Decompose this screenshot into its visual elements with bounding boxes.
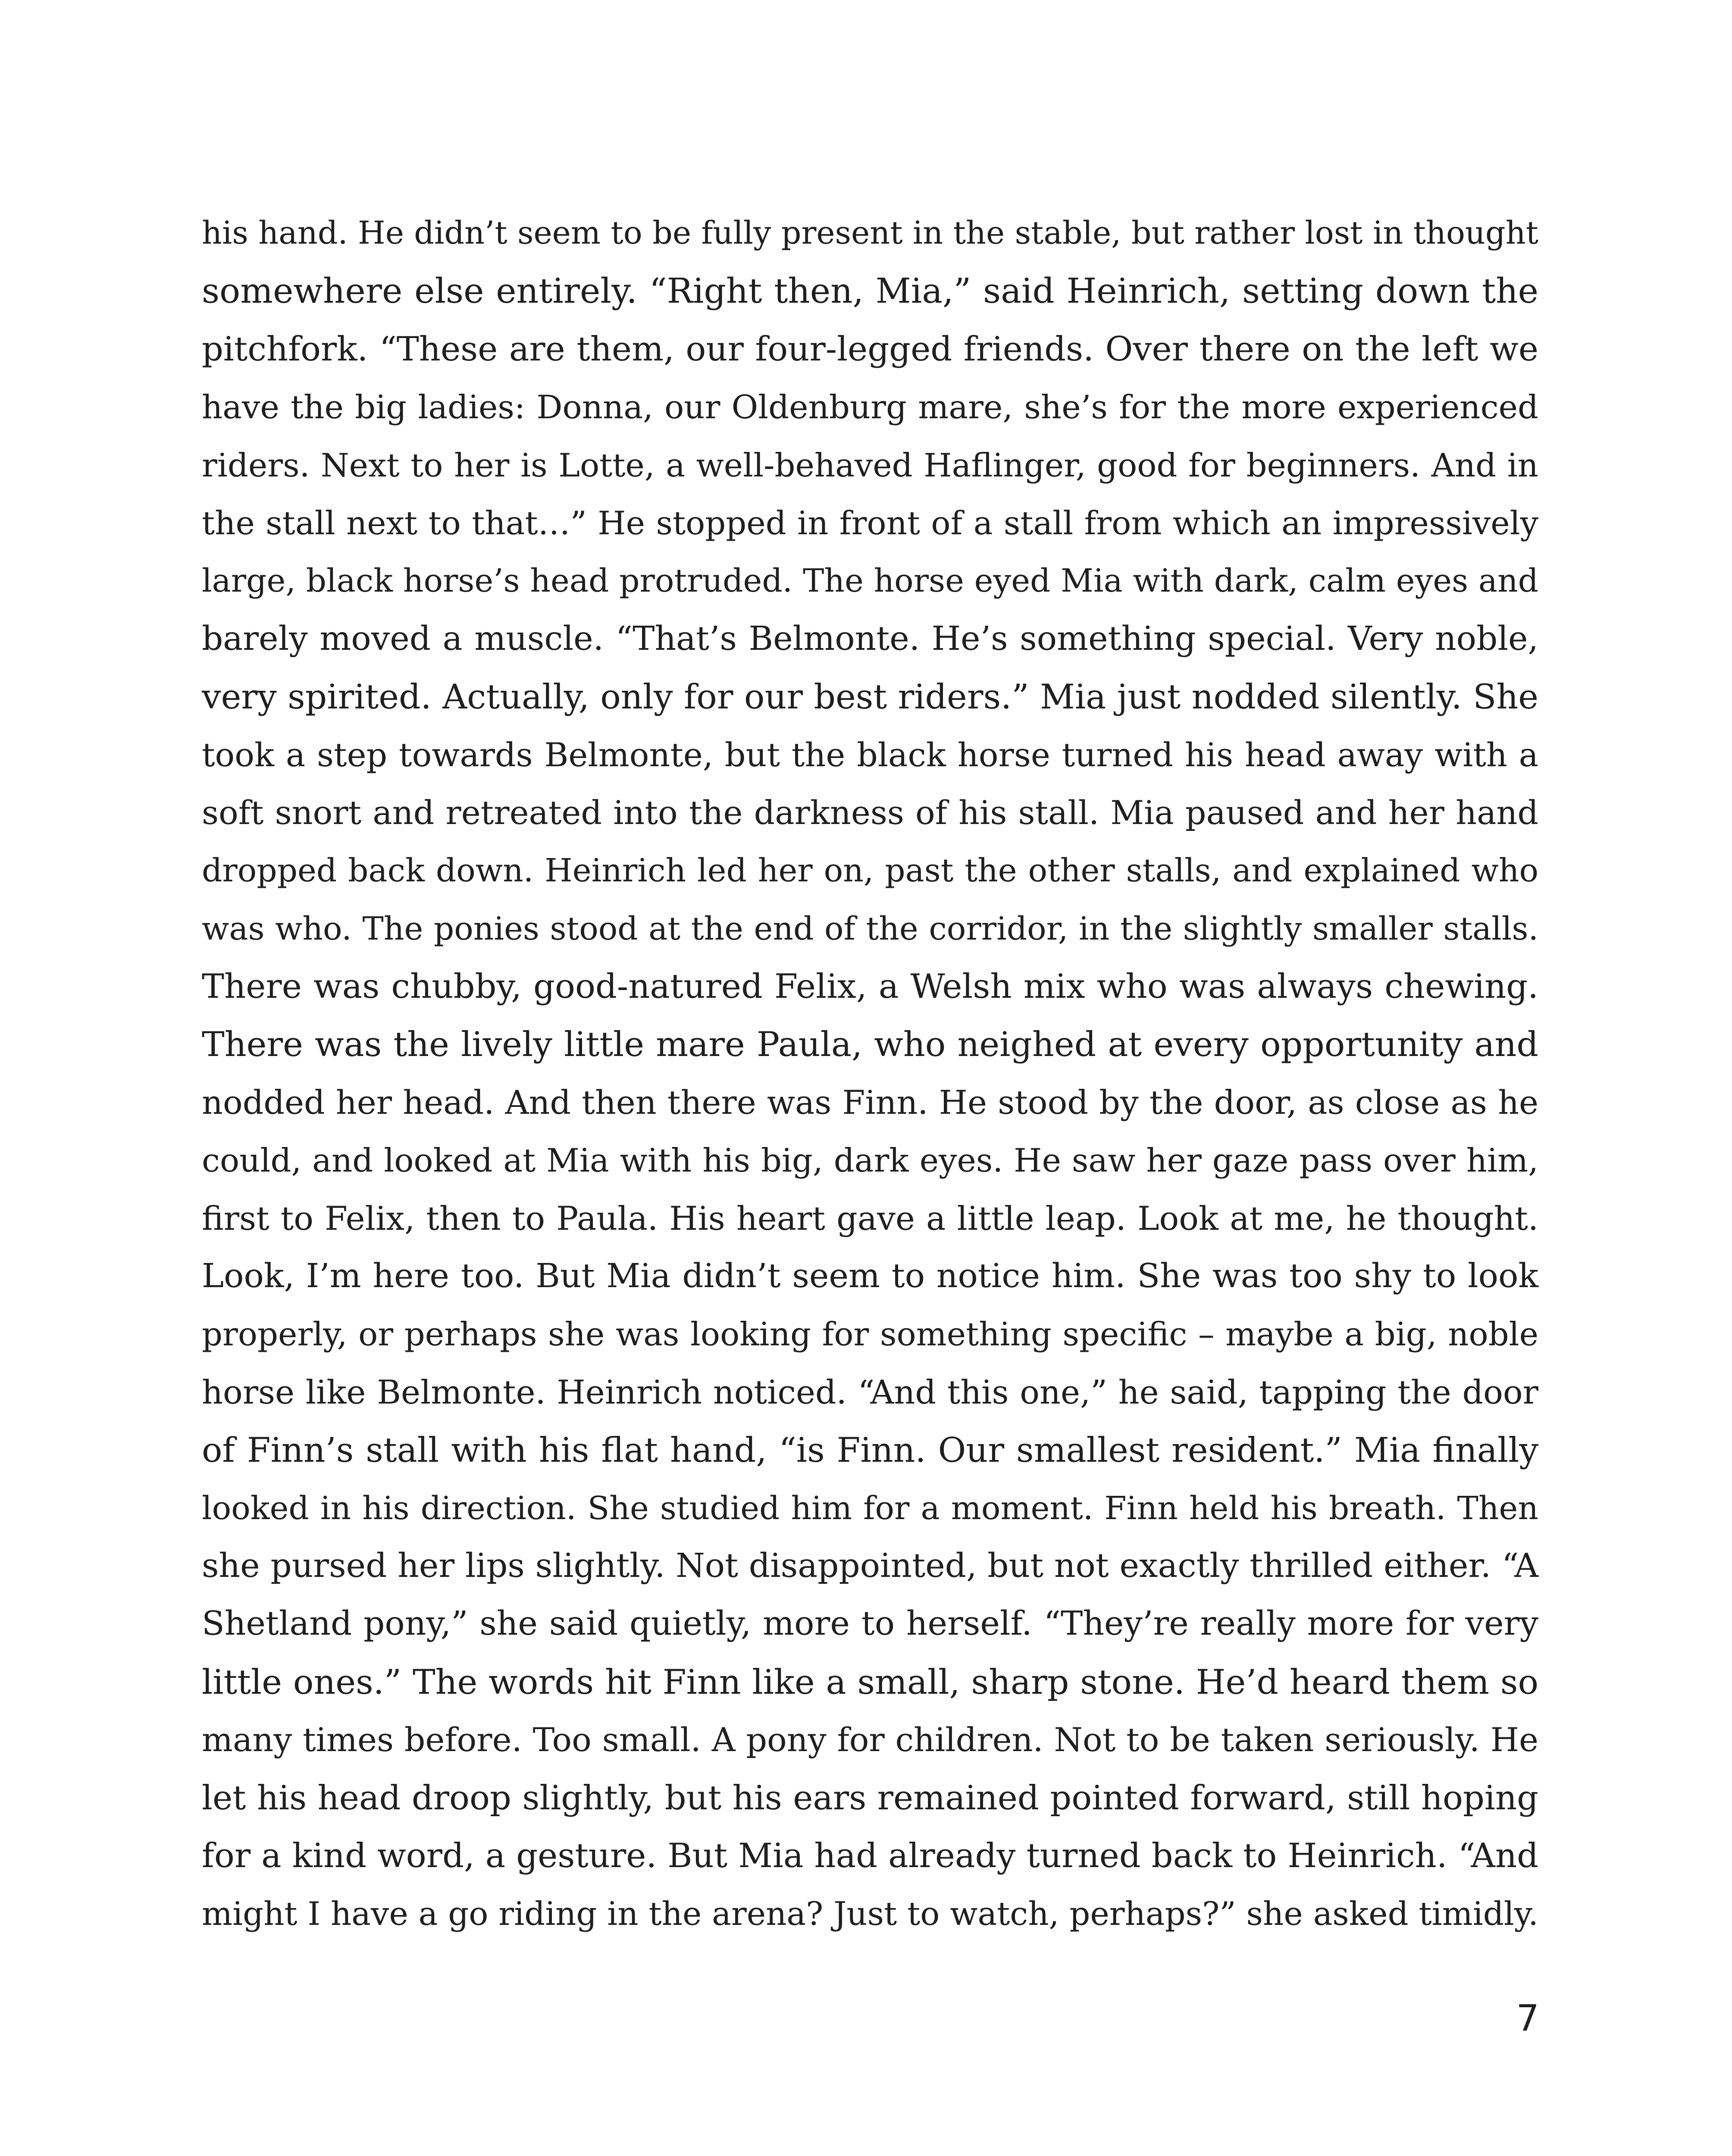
text-line: many times before. Too small. A pony for children. Not to be taken seriously. He [202,1720,1538,1759]
text-line: of Finn’s stall with his flat hand, “is Finn. Our smallest resident.” Mia finally [202,1430,1538,1470]
text-line: horse like Belmonte. Heinrich noticed. “And this one,” he said, tapping the door [202,1373,1538,1411]
text-line: riders. Next to her is Lotte, a well-behaved Haflinger, good for beginners. And in [202,446,1538,484]
text-line: first to Felix, then to Paula. His heart gave a little leap. Look at me, he thought. [202,1199,1538,1238]
text-line: for a kind word, a gesture. But Mia had already turned back to Heinrich. “And [202,1836,1538,1875]
page-number: 7 [1516,1997,1539,2039]
text-line: Look, I’m here too. But Mia didn’t seem to notice him. She was too shy to look [202,1257,1538,1296]
text-line: soft snort and retreated into the darkness of his stall. Mia paused and her hand [202,793,1538,832]
text-line: dropped back down. Heinrich led her on, past the other stalls, and explained who [202,852,1538,890]
text-line: Shetland pony,” she said quietly, more to herself. “They’re really more for very [202,1604,1538,1643]
text-line: let his head droop slightly, but his ears remained pointed forward, still hoping [202,1778,1538,1818]
text-line: looked in his direction. She studied him for a moment. Finn held his breath. Then [202,1489,1538,1527]
body-text [202,204,1538,1943]
text-line: little ones.” The words hit Finn like a small, sharp stone. He’d heard them so [202,1662,1538,1702]
text-line: very spirited. Actually, only for our best riders.” Mia just nodded silently. She [202,677,1538,717]
text-line: pitchfork. “These are them, our four-legged friends. Over there on the left we [202,329,1538,369]
text-line: There was chubby, good-natured Felix, a Welsh mix who was always chewing. [202,967,1538,1006]
text-line: properly, or perhaps she was looking for something specific – maybe a big, noble [202,1315,1538,1354]
text-line: could, and looked at Mia with his big, dark eyes. He saw her gaze pass over him, [202,1141,1538,1180]
text-line: There was the lively little mare Paula, who neighed at every opportunity and [202,1025,1538,1065]
text-line: his hand. He didn’t seem to be fully present in the stable, but rather lost in thought [202,215,1538,251]
text-line: was who. The ponies stood at the end of the corridor, in the slightly smaller stalls. [202,910,1538,947]
text-line: took a step towards Belmonte, but the black horse turned his head away with a [202,735,1538,774]
text-line: barely moved a muscle. “That’s Belmonte. He’s something special. Very noble, [202,619,1538,658]
text-line: might I have a go riding in the arena? Just to watch, perhaps?” she asked timidly. [202,1895,1538,1933]
text-line: nodded her head. And then there was Finn. He stood by the door, as close as he [202,1083,1538,1122]
text-line: the stall next to that…” He stopped in front of a stall from which an impressively [202,504,1538,542]
text-line: have the big ladies: Donna, our Oldenburg mare, she’s for the more experienced [202,388,1538,426]
text-line: somewhere else entirely. “Right then, Mia,” said Heinrich, setting down the [202,271,1538,311]
text-line: large, black horse’s head protruded. The horse eyed Mia with dark, calm eyes and [202,562,1538,600]
text-line: she pursed her lips slightly. Not disappointed, but not exactly thrilled either. “A [202,1546,1538,1585]
